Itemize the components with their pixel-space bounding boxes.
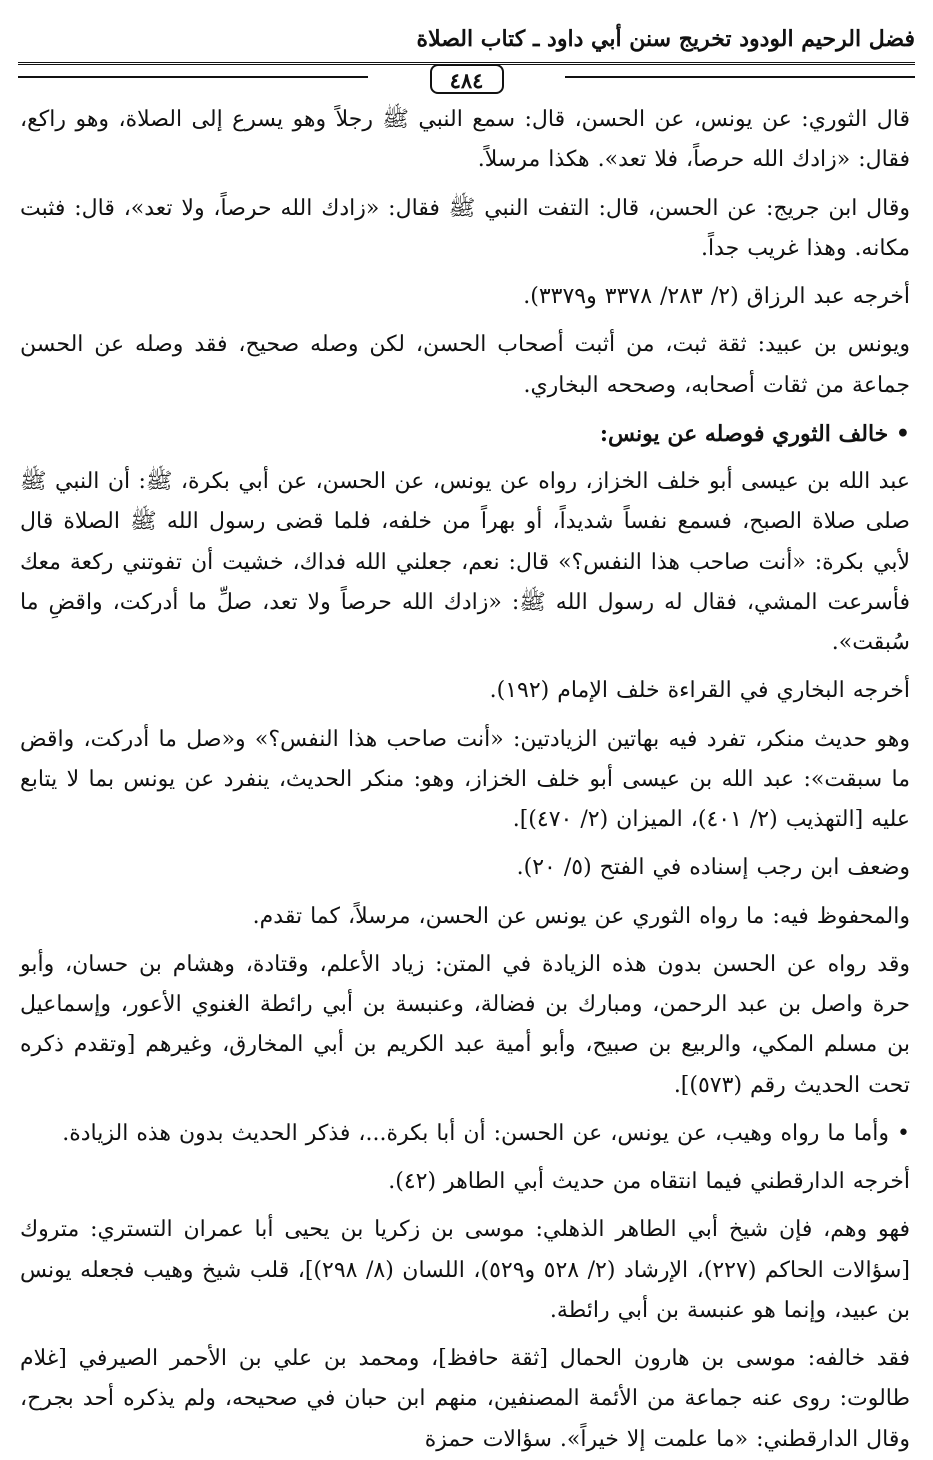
body-paragraph: فهو وهم، فإن شيخ أبي الطاهر الذهلي: موسى بن زكريا بن يحيى أبا عمران التستري: متروك [سؤالات الحاكم (٢٢٧)، الإرشاد (٢/ ٥٢٨ و٥٢٩)، اللسان (٨/ ٢٩٨)]، قلب شيخ وهيب فجعله يونس بن عبيد، وإنما هو عنبسة بن أبي رائطة. — [20, 1217, 910, 1323]
body-paragraph: وضعف ابن رجب إسناده في الفتح (٥/ ٢٠). — [516, 855, 910, 881]
body-paragraph: قال الثوري: عن يونس، عن الحسن، قال: سمع النبي ﷺ رجلاً وهو يسرع إلى الصلاة، وهو راكع، فقال: «زادك الله حرصاً، فلا تعد». هكذا مرسلاً. — [20, 107, 910, 173]
main-text — [20, 100, 910, 1452]
body-paragraph: ويونس بن عبيد: ثقة ثبت، من أثبت أصحاب الحسن، لكن وصله صحيح، فقد وصله عن الحسن جماعة من ثقات أصحابه، وصححه البخاري. — [20, 332, 910, 398]
body-paragraph: أخرجه الدارقطني فيما انتقاه من حديث أبي الطاهر (٤٢). — [388, 1169, 910, 1194]
header-right-rule — [565, 76, 915, 78]
body-paragraph: والمحفوظ فيه: ما رواه الثوري عن يونس عن الحسن، مرسلاً، كما تقدم. — [252, 903, 910, 929]
body-paragraph: وقد رواه عن الحسن بدون هذه الزيادة في المتن: زياد الأعلم، وقتادة، وهشام بن حسان، وأبو حرة واصل بن عبد الرحمن، ومبارك بن فضالة، وعنبسة بن أبي رائطة الغنوي الأعور، وإسماعيل بن مسلم المكي، والربيع بن صبيح، وأبو أمية عبد الكريم بن أبي المخارق، وغيرهم [وتقدم ذكره تحت الحديث رقم (٥٧٣)]. — [20, 951, 910, 1098]
body-paragraph: أخرجه البخاري في القراءة خلف الإمام (١٩٢). — [489, 678, 910, 704]
section-heading: • خالف الثوري فوصله عن يونس: — [599, 420, 910, 447]
body-paragraph: • وأما ما رواه وهيب، عن يونس، عن الحسن: أن أبا بكرة...، فذكر الحديث بدون هذه الزيادة. — [62, 1120, 910, 1146]
body-paragraph: فقد خالفه: موسى بن هارون الحمال [ثقة حافظ]، ومحمد بن علي بن الأحمر الصيرفي [غلام طالوت: روى عنه جماعة من الأئمة المصنفين، منهم ابن حبان في صحيحه، ولم يذكره أحد بجرح، وقال الدارقطني: «ما علمت إلا خيراً». سؤالات حمزة — [20, 1346, 910, 1452]
paragraph-list — [20, 100, 910, 1460]
book-title: فضل الرحيم الودود تخريج سنن أبي داود ـ كتاب الصلاة — [416, 26, 915, 52]
body-paragraph: عبد الله بن عيسى أبو خلف الخزاز، رواه عن يونس، عن الحسن، عن أبي بكرة، ﷺ: أن النبي ﷺ صلى صلاة الصبح، فسمع نفساً شديداً، أو بهراً من خلفه، فلما قضى رسول الله ﷺ الصلاة قال لأبي بكرة: «أنت صاحب هذا النفس؟» قال: نعم، جعلني الله فداك، خشيت أن تفوتني ركعة معك فأسرعت المشي، فقال له رسول الله ﷺ: «زادك الله حرصاً ولا تعد، صلِّ ما أدركت، واقضِ ما سُبقت». — [20, 469, 910, 655]
body-paragraph: وهو حديث منكر، تفرد فيه بهاتين الزيادتين: «أنت صاحب هذا النفس؟» و«صل ما أدركت، واقض ما سبقت»: عبد الله بن عيسى أبو خلف الخزاز، وهو: منكر الحديث، ينفرد عن يونس بما لا يتابع عليه [التهذيب (٢/ ٤٠١)، الميزان (٢/ ٤٧٠)]. — [20, 726, 910, 832]
page-number-badge: ٤٨٤ — [430, 64, 504, 94]
header-left-rule — [18, 76, 368, 78]
body-paragraph: وقال ابن جريج: عن الحسن، قال: التفت النبي ﷺ فقال: «زادك الله حرصاً، ولا تعد»، قال: فثبت مكانه. وهذا غريب جداً. — [20, 195, 910, 261]
body-paragraph: أخرجه عبد الرزاق (٢/ ٢٨٣/ ٣٣٧٨ و٣٣٧٩). — [523, 284, 910, 309]
page-header — [18, 24, 915, 92]
